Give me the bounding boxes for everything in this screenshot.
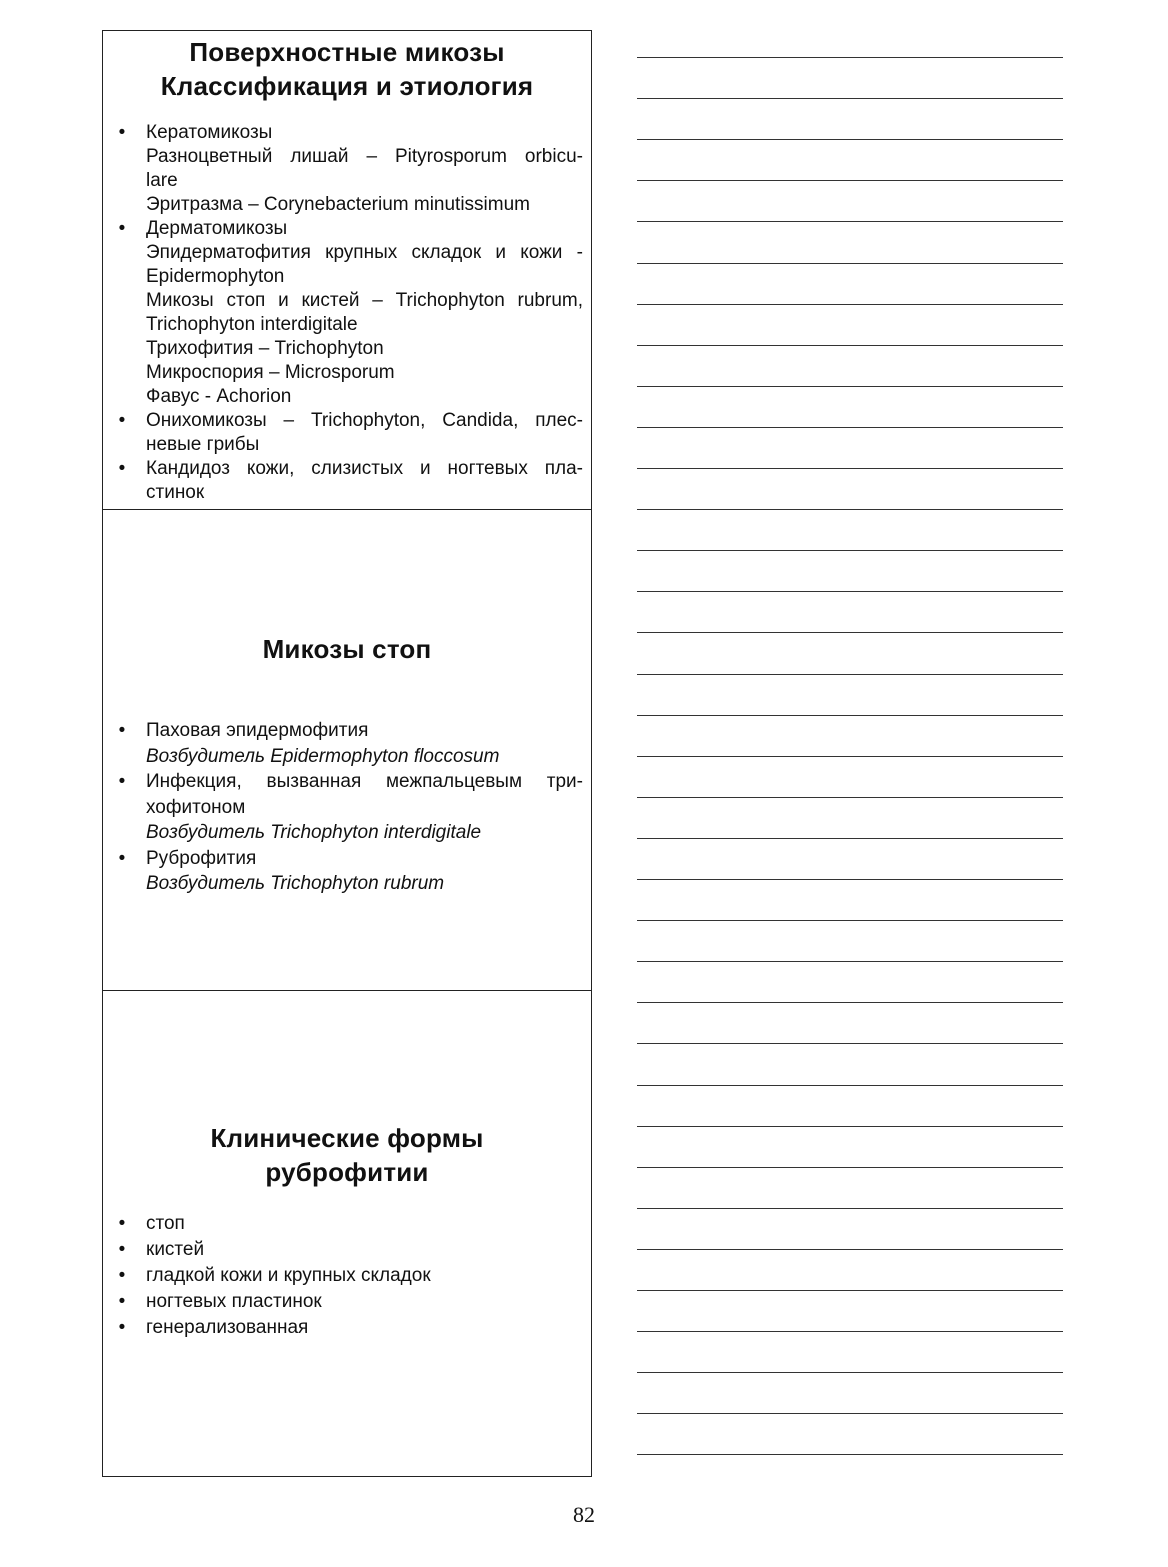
item-text-line: Микроспория – Microsporum [146,362,395,383]
note-rule [637,838,1063,839]
bullet-icon: • [118,1239,126,1260]
item-text-line: стоп [146,1213,185,1234]
note-rule [637,180,1063,181]
item-text-line: генерализованная [146,1317,309,1338]
note-rule [637,1208,1063,1209]
list-item [115,1289,583,1315]
list-item [115,1263,583,1289]
item-text-line: гладкой кожи и крупных складок [146,1265,431,1286]
note-rule [637,632,1063,633]
item-text-line: Онихомикозы – Trichophyton, Candida, плес- [146,410,583,431]
note-rule [637,591,1063,592]
note-rule [637,961,1063,962]
note-rule [637,345,1063,346]
note-rule [637,1043,1063,1044]
bullet-list [115,718,583,897]
slide-title-line: руброфитии [265,1157,429,1187]
item-text-line: Паховая эпидермофития [146,720,369,741]
list-item [115,1211,583,1237]
note-rule [637,57,1063,58]
note-rule [637,879,1063,880]
pathogen-line: Возбудитель Trichophyton rubrum [146,873,445,894]
item-text-line: lare [146,170,178,191]
slides-panel [102,30,592,1477]
slide-title [103,632,591,666]
item-text-line: Микозы стоп и кистей – Trichophyton rubrum, [146,290,583,311]
list-item [115,457,583,505]
bullet-list [115,1211,583,1341]
note-rule [637,1002,1063,1003]
item-text-line: Epidermophyton [146,266,285,287]
bullet-icon: • [118,720,126,741]
slide-title [103,35,591,103]
item-text-line: Trichophyton interdigitale [146,314,358,335]
item-text-line: Кератомикозы [146,122,273,143]
note-rule [637,1167,1063,1168]
note-rule [637,304,1063,305]
slide-title-line: Поверхностные микозы [189,37,505,67]
notes-lines-column [637,0,1063,1500]
bullet-icon: • [118,122,126,143]
item-text-line: Дерматомикозы [146,218,288,239]
note-rule [637,1372,1063,1373]
note-rule [637,263,1063,264]
slide-title-line: Микозы стоп [262,634,432,664]
note-rule [637,1331,1063,1332]
note-rule [637,509,1063,510]
list-item [115,121,583,217]
page-number: 82 [573,1502,595,1527]
item-text-line: хофитоном [146,796,246,818]
list-item [115,217,583,409]
note-rule [637,1454,1063,1455]
pathogen-line: Возбудитель Trichophyton interdigitale [146,822,482,843]
list-item [115,846,583,897]
bullet-icon: • [118,1291,126,1312]
item-text-line: Эпидерматофития крупных складок и кожи - [146,242,583,263]
note-rule [637,1249,1063,1250]
list-item [115,769,583,846]
slide-title-line: Классификация и этиология [160,71,534,101]
bullet-icon: • [118,1265,126,1286]
item-text-line: ногтевых пластинок [146,1291,322,1312]
bullet-list [115,121,583,505]
list-item [115,1237,583,1263]
bullet-icon: • [118,218,126,239]
note-rule [637,756,1063,757]
note-rule [637,1413,1063,1414]
item-text-line: кистей [146,1239,205,1260]
note-rule [637,1290,1063,1291]
slide-superficial-mycoses [103,31,591,510]
bullet-icon: • [118,1213,126,1234]
slide-foot-mycoses [103,510,591,991]
list-item [115,1315,583,1341]
note-rule [637,920,1063,921]
item-text-line: Кандидоз кожи, слизистых и ногтевых пла- [146,458,583,479]
note-rule [637,797,1063,798]
bullet-icon: • [118,771,126,792]
slide-title-line: Клинические формы [210,1123,484,1153]
bullet-icon: • [118,847,126,869]
note-rule [637,715,1063,716]
item-text-line: Трихофития – Trichophyton [146,338,384,359]
note-rule [637,468,1063,469]
note-rule [637,1085,1063,1086]
note-rule [637,427,1063,428]
pathogen-line: Возбудитель Epidermophyton floccosum [146,745,500,767]
bullet-icon: • [118,1317,126,1338]
note-rule [637,550,1063,551]
note-rule [637,674,1063,675]
note-rule [637,221,1063,222]
item-text-line: Руброфития [146,847,257,869]
item-text-line: невые грибы [146,434,260,455]
note-rule [637,1126,1063,1127]
note-rule [637,386,1063,387]
list-item [115,409,583,457]
item-text-line: Инфекция, вызванная межпальцевым три- [146,771,583,792]
item-text-line: Разноцветный лишай – Pityrosporum orbicu- [146,146,583,167]
slide-title [103,1121,591,1189]
item-text-line: Эритразма – Corynebacterium minutissimum [146,194,530,215]
note-rule [637,139,1063,140]
bullet-icon: • [118,410,126,431]
item-text-line: стинок [146,482,205,503]
note-rule [637,98,1063,99]
list-item [115,718,583,769]
slide-rubrophytia-forms [103,991,591,1478]
item-text-line: Фавус - Achorion [146,386,292,407]
bullet-icon: • [118,458,126,479]
